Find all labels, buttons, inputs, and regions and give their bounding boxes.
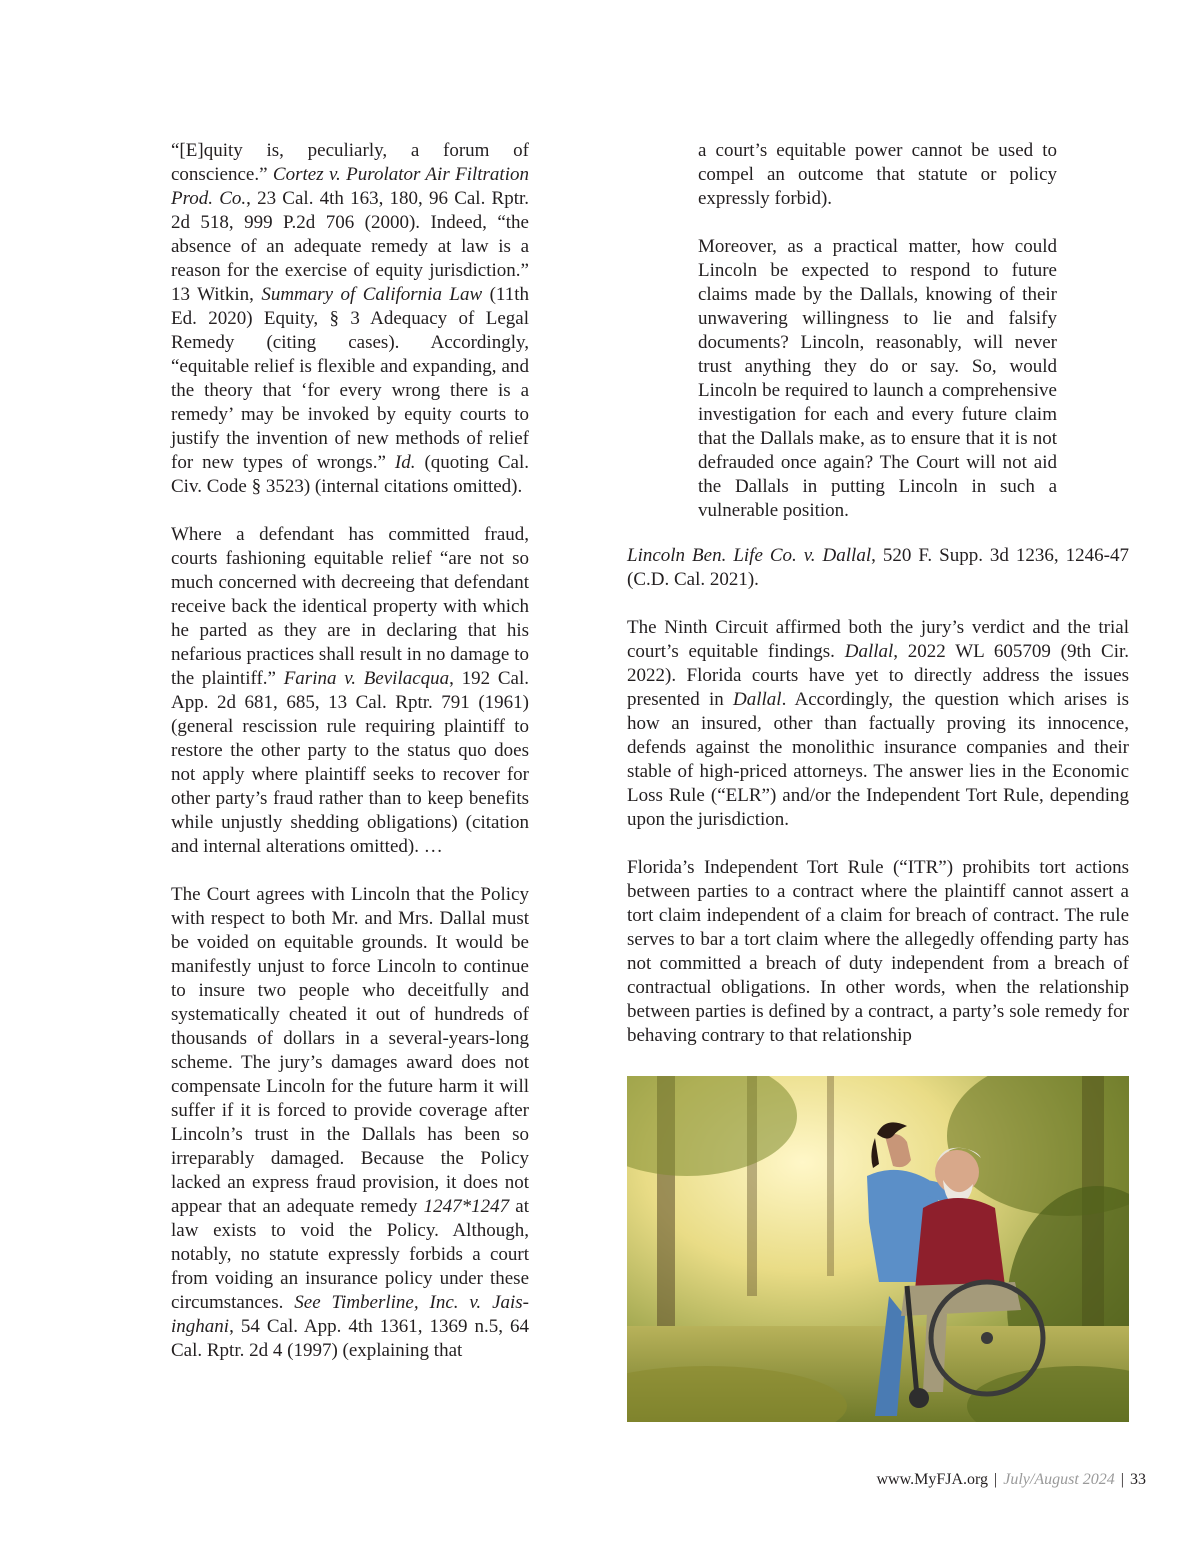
paragraph-lincoln-citation: Lincoln Ben. Life Co. v. Dallal, 520 F. Supp. 3d 1236, 1246-47 (C.D. Cal. 2021). xyxy=(627,545,1129,590)
tree-trunk xyxy=(827,1076,834,1276)
nurse-wheelchair-photo xyxy=(627,1076,1129,1422)
case-citation: Farina v. Bevilacqua xyxy=(283,668,450,689)
treatise-title: Summary of California Law xyxy=(261,284,483,305)
left-column xyxy=(171,139,529,1363)
website-link[interactable]: www.MyFJA.org xyxy=(876,1471,989,1488)
case-citation: See Timberline, Inc. v. Jaisinghani xyxy=(171,1292,529,1337)
paragraph-independent-tort-rule: Florida’s Independent Tort Rule (“ITR”) prohibits tort actions between parties to a contract where the plaintiff cannot assert a tort claim independent of a claim for breach of contract. The rule serves to bar a tort claim where the allegedly offending party has not committed a breach of duty independent from a breach of contractual obligations. In other words, when the relationship between parties is defined by a contract, a party’s sole remedy for behaving contrary to that relationship xyxy=(627,857,1129,1046)
page-footer xyxy=(700,1470,1146,1490)
page-reference: 1247*1247 xyxy=(423,1196,510,1217)
issue-date: July/August 2024 xyxy=(1003,1471,1115,1488)
case-citation: Cortez v. Purolator Air Filtration Prod. Co. xyxy=(171,164,529,209)
paragraph-defendant-fraud: Where a defendant has committed fraud, courts fashioning equitable relief “are not so much concerned with decreeing that defendant receive back the identical property with which he parted as they are in declaring that his nefarious practices shall result in no damage to the plaintiff.” Farina v. Bevilacqua, 192 Cal. App. 2d 681, 685, 13 Cal. Rptr. 791 (1961) (general rescission rule requiring plaintiff to restore the other party to the status quo does not apply where plaintiff seeks to recover for other party’s fraud rather than to keep benefits while unjustly shedding obligations) (citation and internal alterations omitted). … xyxy=(171,524,529,857)
paragraph-ninth-circuit: The Ninth Circuit affirmed both the jury’s verdict and the trial court’s equitable findings. Dallal, 2022 WL 605709 (9th Cir. 2022). Florida courts have yet to directly address the issues presented in Dallal. Accordingly, the question which arises is how an insured, other than factually proving its innocence, defends against the monolithic insurance companies and their stable of high-priced attorneys. The answer lies in the Economic Loss Rule (“ELR”) and/or the Independent Tort Rule, depending upon the jurisdiction. xyxy=(627,617,1130,830)
paragraph-court-agrees: The Court agrees with Lincoln that the Policy with respect to both Mr. and Mrs. Dallal must be voided on equitable grounds. It would be manifestly unjust to force Lincoln to continue to insure two people who deceitfully and systematically cheated it out of hundreds of thousands of dollars in a several-years-long scheme. The jury’s damages award does not compensate Lincoln for the future harm it will suffer if it is forced to provide coverage after Lincoln’s trust in the Dallals has been so irreparably damaged. Because the Policy lacked an express fraud provision, it does not appear that an adequate remedy 1247*1247 at law exists to void the Policy. Although, notably, no statute expressly forbids a court from voiding an insurance policy under these circumstances. See Timberline, Inc. v. Jaisinghani, 54 Cal. App. 4th 1361, 1369 n.5, 64 Cal. Rptr. 2d 4 (1997) (explaining that xyxy=(171,884,529,1361)
quote-paragraph-2: Moreover, as a practical matter, how could Lincoln be expected to respond to future claims made by the Dallals, knowing of their unwavering willingness to lie and falsify documents? Lincoln, reasonably, will never trust anything they do or say. So, would Lincoln be required to launch a comprehensive investigation for each and every future claim that the Dallals make, as to ensure that it is not defrauded once again? The Court will not aid the Dallals in putting Lincoln in such a vulnerable position. xyxy=(698,236,1057,521)
id-citation: Id. xyxy=(394,452,416,473)
case-citation: Dallal xyxy=(844,641,894,662)
block-quote xyxy=(698,139,1057,523)
case-citation: Dallal xyxy=(733,689,782,710)
case-citation: Lincoln Ben. Life Co. v. Dallal xyxy=(627,545,872,566)
paragraph-equity-conscience: “[E]quity is, peculiarly, a forum of conscience.” Cortez v. Purolator Air Filtration Prod. Co., 23 Cal. 4th 163, 180, 96 Cal. Rptr. 2d 518, 999 P.2d 706 (2000). Indeed, “the absence of an adequate remedy at law is a reason for the exercise of equity jurisdiction.” 13 Witkin, Summary of California Law (11th Ed. 2020) Equity, § 3 Adequacy of Legal Remedy (citing cases). Accordingly, “equitable relief is flexible and expanding, and the theory that ‘for every wrong there is a remedy’ may be invoked by equity courts to justify the invention of new methods of relief for new types of wrongs.” Id. (quoting Cal. Civ. Code § 3523) (internal citations omitted). xyxy=(171,140,530,497)
footer-separator: | xyxy=(1120,1471,1124,1488)
quote-paragraph-1: a court’s equitable power cannot be used to compel an outcome that statute or policy expressly forbid). xyxy=(698,140,1057,209)
right-column xyxy=(627,544,1129,1048)
footer-separator: | xyxy=(994,1471,998,1488)
page-number: 33 xyxy=(1130,1471,1146,1488)
photo-illustration xyxy=(627,1076,1129,1422)
